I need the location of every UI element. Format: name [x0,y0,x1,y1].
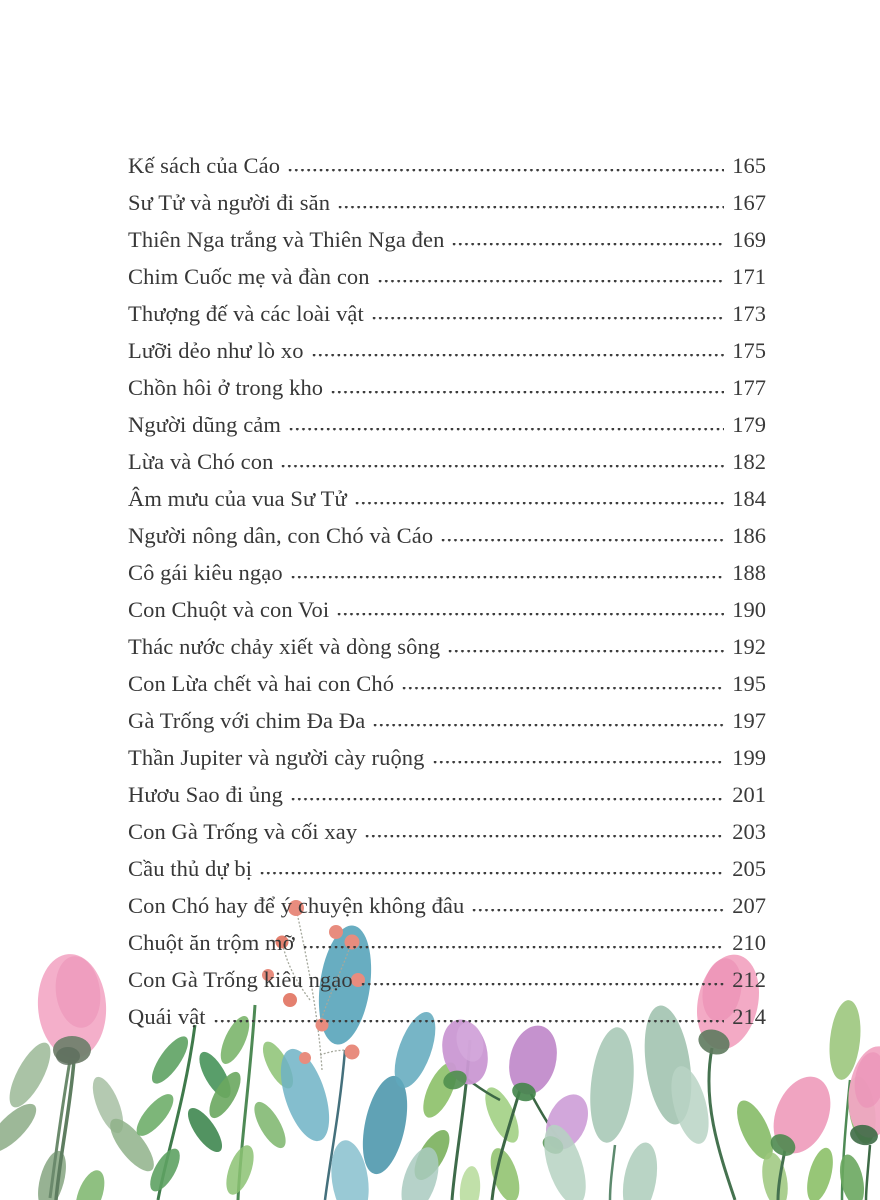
toc-entry-page-number: 214 [732,1004,766,1029]
toc-entry-title: Thượng đế và các loài vật [128,301,364,326]
toc-entry-title: Chuột ăn trộm mỡ [128,930,295,955]
dotted-leader [451,243,724,247]
toc-entry-page-number: 210 [732,930,766,955]
dotted-leader [360,983,725,987]
toc-entry [128,517,766,554]
pink-buds-right [763,999,880,1200]
toc-entry [128,924,766,961]
dotted-leader [371,317,724,321]
dotted-leader [330,391,724,395]
toc-entry-page-number: 199 [732,745,766,770]
toc-entry-page-number: 182 [732,449,766,474]
dotted-leader [290,576,725,580]
dotted-leader [354,502,724,506]
toc-entry [128,258,766,295]
toc-entry-title: Người dũng cảm [128,412,281,437]
dotted-leader [401,687,724,691]
toc-entry-title: Cô gái kiêu ngạo [128,560,283,585]
dotted-leader [471,909,724,913]
toc-entry [128,628,766,665]
dotted-leader [364,835,724,839]
toc-entry-page-number: 177 [732,375,766,400]
toc-entry-page-number: 167 [732,190,766,215]
toc-entry [128,776,766,813]
toc-entry-title: Con Chó hay để ý chuyện không đâu [128,893,465,918]
toc-entry [128,739,766,776]
toc-entry [128,480,766,517]
toc-entry-title: Chim Cuốc mẹ và đàn con [128,264,370,289]
toc-list [128,147,766,1035]
toc-entry [128,850,766,887]
toc-entry [128,295,766,332]
toc-entry-page-number: 190 [732,597,766,622]
toc-entry-page-number: 207 [732,893,766,918]
toc-entry-title: Quái vật [128,1004,206,1029]
toc-entry [128,147,766,184]
dotted-leader [290,798,724,802]
toc-entry-title: Con Chuột và con Voi [128,597,330,622]
dotted-leader [432,761,725,765]
toc-entry-title: Thần Jupiter và người cày ruộng [128,745,425,770]
toc-entry-title: Lưỡi dẻo như lò xo [128,338,304,363]
dotted-leader [336,613,724,617]
toc-entry [128,184,766,221]
toc-entry-page-number: 188 [732,560,766,585]
dotted-leader [337,206,724,210]
toc-entry [128,961,766,998]
toc-entry-page-number: 173 [732,301,766,326]
dotted-leader [372,724,724,728]
toc-entry-page-number: 197 [732,708,766,733]
toc-entry-title: Gà Trống với chim Đa Đa [128,708,366,733]
dotted-leader [213,1020,725,1024]
toc-entry-title: Thiên Nga trắng và Thiên Nga đen [128,227,445,252]
toc-entry-title: Kế sách của Cáo [128,153,281,178]
dotted-leader [447,650,724,654]
toc-entry [128,665,766,702]
toc-entry-title: Lừa và Chó con [128,449,274,474]
toc-entry-page-number: 212 [732,967,766,992]
toc-entry-title: Con Lừa chết và hai con Chó [128,671,395,696]
toc-entry-title: Thác nước chảy xiết và dòng sông [128,634,441,659]
toc-entry-title: Hươu Sao đi ủng [128,782,283,807]
toc-entry-page-number: 179 [732,412,766,437]
toc-entry [128,369,766,406]
toc-entry-page-number: 192 [732,634,766,659]
dotted-leader [288,428,724,432]
toc-entry-title: Con Gà Trống kiêu ngạo [128,967,353,992]
toc-entry [128,813,766,850]
toc-entry [128,702,766,739]
toc-entry-page-number: 165 [732,153,766,178]
toc-entry-page-number: 169 [732,227,766,252]
toc-entry [128,554,766,591]
pink-tulip-left [34,952,109,1200]
toc-entry [128,406,766,443]
toc-entry-page-number: 171 [732,264,766,289]
toc-entry-page-number: 175 [732,338,766,363]
dotted-leader [287,169,724,173]
toc-entry-title: Sư Tử và người đi săn [128,190,331,215]
toc-entry-title: Người nông dân, con Chó và Cáo [128,523,434,548]
toc-entry-title: Âm mưu của vua Sư Tử [128,486,347,511]
toc-entry [128,887,766,924]
dotted-leader [311,354,725,358]
dotted-leader [440,539,724,543]
toc-entry [128,998,766,1035]
dotted-leader [377,280,725,284]
toc-entry-page-number: 184 [732,486,766,511]
toc-entry-page-number: 201 [732,782,766,807]
dotted-leader [259,872,724,876]
toc-entry [128,332,766,369]
dotted-leader [280,465,724,469]
dotted-leader [302,946,725,950]
toc-entry-page-number: 195 [732,671,766,696]
toc-entry-page-number: 205 [732,856,766,881]
toc-entry-page-number: 186 [732,523,766,548]
toc-entry-page-number: 203 [732,819,766,844]
toc-entry-title: Chồn hôi ở trong kho [128,375,324,400]
toc-entry [128,221,766,258]
toc-entry-title: Con Gà Trống và cối xay [128,819,358,844]
toc-entry-title: Cầu thủ dự bị [128,856,253,881]
toc-entry [128,443,766,480]
toc-entry [128,591,766,628]
